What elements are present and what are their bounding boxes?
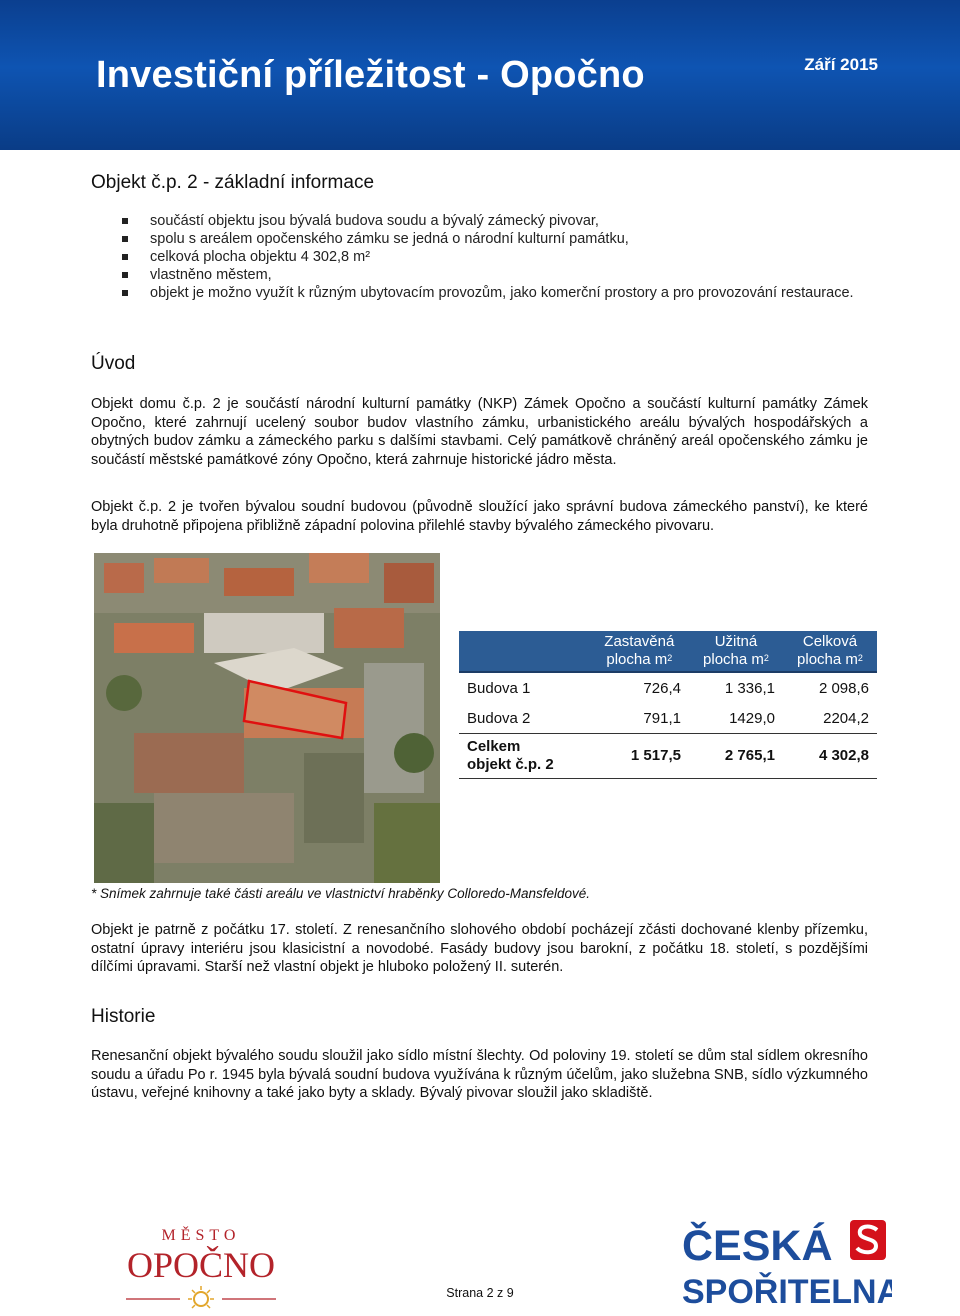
- aerial-photo-illustration: [94, 553, 440, 883]
- table-header-celkova: Celková plocha $m^2$: [783, 631, 877, 672]
- table-row: Budova 1 726,4 1 336,1 2 098,6: [467, 679, 869, 697]
- sporitelna-s-mark-icon: [850, 1220, 886, 1260]
- svg-text:OPOČNO: OPOČNO: [126, 1245, 276, 1285]
- section-title-basic-info: Objekt č.p. 2 - základní informace: [91, 172, 375, 193]
- table-row: Budova 2 791,1 1429,0 2204,2: [467, 709, 869, 727]
- paragraph-historie: Renesanční objekt bývalého soudu sloužil jako sídlo místní šlechty. Od poloviny 19. století se dům stal sídlem okresního soudu a úřadu Po r. 1945 byla bývalá soudní budova využívána k různým účelům, jako služebna SNB, sídlo výzkumného ústavu, veřejné knihovny a také jako byty a sklady. Bývalý pivovar sloužil jako skladiště.: [91, 1048, 868, 1102]
- document-date: Září 2015: [804, 55, 878, 74]
- list-item: celková plocha objektu 4 302,8 m²: [122, 248, 882, 266]
- svg-text:SPOŘITELNA: SPOŘITELNA: [682, 1273, 892, 1306]
- paragraph-uvod-2: Objekt č.p. 2 je tvořen bývalou soudní budovou (původně sloužící jako správní budova zámeckého panství), ke které byla druhotně připojena přibližně západní polovina přilehlé stavby bývalého zámeckého pivovaru.: [91, 499, 868, 534]
- list-item: součástí objektu jsou bývalá budova soudu a bývalý zámecký pivovar,: [122, 212, 882, 230]
- table-header-empty: [459, 631, 590, 672]
- page-header: [0, 0, 960, 150]
- list-item: spolu s areálem opočenského zámku se jedná o národní kulturní památku,: [122, 230, 882, 248]
- ceska-sporitelna-logo: [680, 1216, 892, 1306]
- list-item: vlastněno městem,: [122, 266, 882, 284]
- table-header-zastavena: Zastavěná plocha $m^2$: [590, 631, 689, 672]
- area-table: [459, 631, 877, 779]
- table-header-uzitna: Užitná plocha $m^2$: [689, 631, 783, 672]
- basic-info-list: [122, 212, 882, 302]
- section-title-historie: Historie: [91, 1006, 156, 1027]
- paragraph-dating: Objekt je patrně z počátku 17. století. Z renesančního slohového období pocházejí zčásti dochované klenby přízemku, ostatní úpravy interiéru jsou klasicistní a novodobé. Fasády budovy jsou barokní, z počátku 18. století, s pozdějšími dílčími úpravami. Starší než vlastní objekt je hluboko položený II. suterén.: [91, 922, 868, 976]
- aerial-photo: [94, 553, 440, 883]
- table-row-total: Celkem objekt č.p. 2 1 517,5 2 765,1 4 302,8: [459, 734, 877, 779]
- page-number: Strana 2 z 9: [446, 1286, 514, 1300]
- photo-caption: * Snímek zahrnuje také části areálu ve vlastnictví hraběnky Colloredo-Mansfeldové.: [91, 886, 590, 901]
- paragraph-uvod-1: Objekt domu č.p. 2 je součástí národní kulturní památky (NKP) Zámek Opočno a součástí kulturní památky Zámek Opočno, které zahrnují ucelený soubor budov vlastního zámku, urbanistického areálu bývalých hospodářských a obytných budov zámku a zámeckého parku s dalšími stavbami. Celý památkově chráněný areál opočenského zámku je součástí městské památkové zóny Opočno, která zahrnuje historické jádro města.: [91, 396, 868, 468]
- list-item: objekt je možno využít k různým ubytovacím provozům, jako komerční prostory a pro provozování restaurace.: [122, 284, 882, 302]
- svg-text:MĚSTO: MĚSTO: [161, 1227, 241, 1244]
- section-title-uvod: Úvod: [91, 353, 136, 374]
- document-title: Investiční příležitost - Opočno: [96, 54, 645, 96]
- svg-text:ČESKÁ: ČESKÁ: [682, 1222, 833, 1270]
